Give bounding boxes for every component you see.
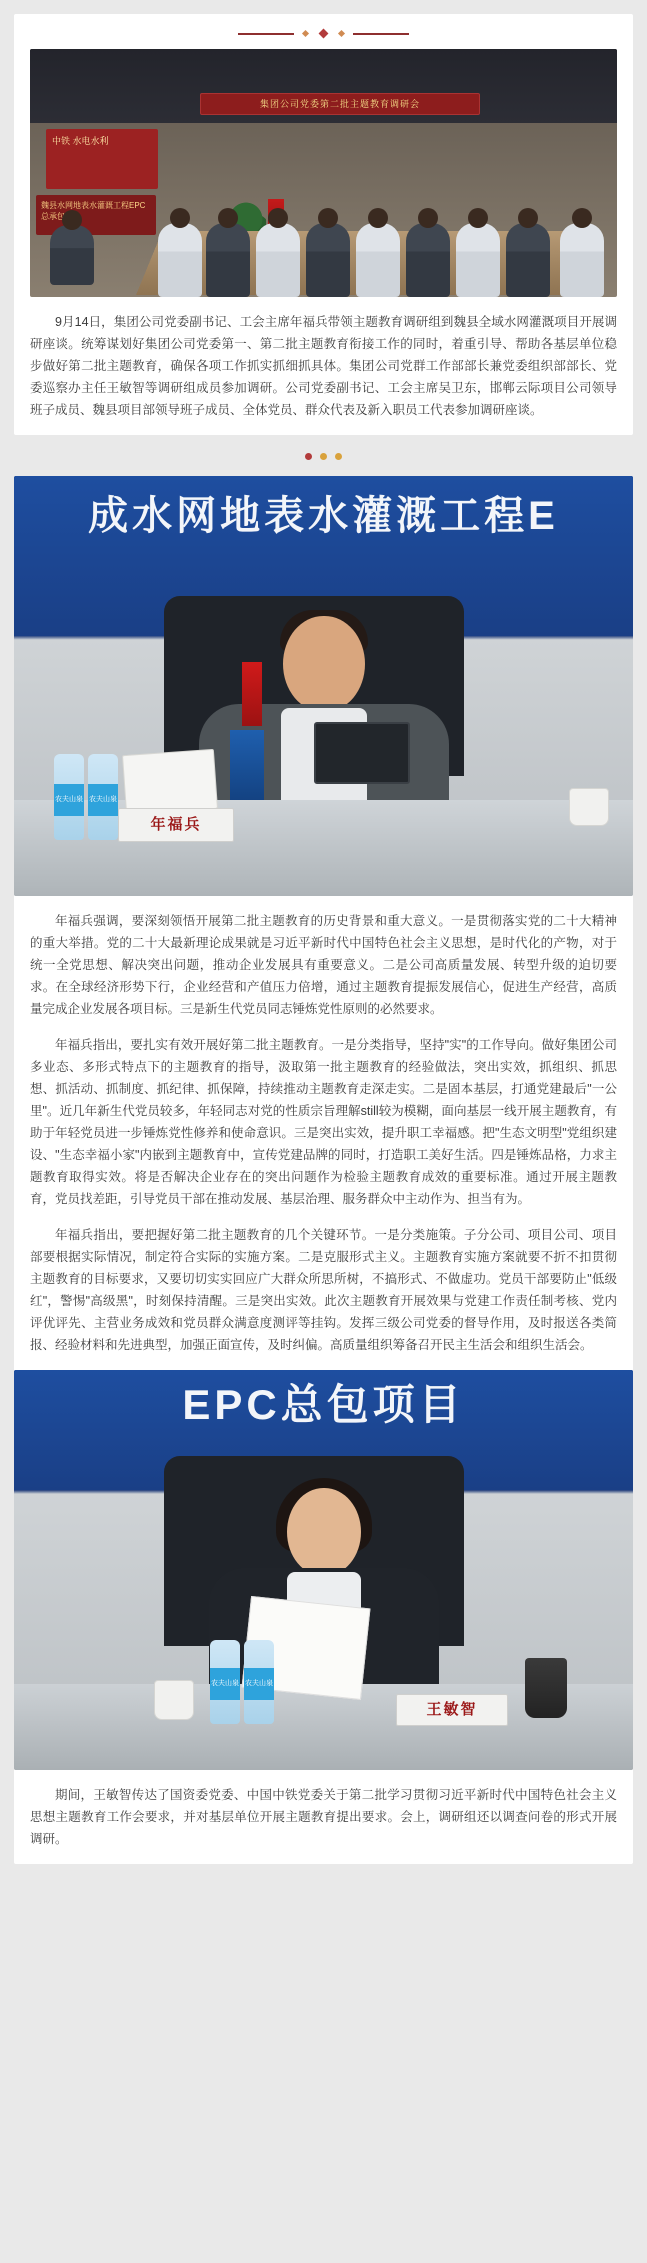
attendee bbox=[306, 223, 350, 297]
meeting-room-photo bbox=[30, 49, 617, 297]
nameplate-woman: 王敏智 bbox=[396, 1694, 508, 1726]
paragraph-implementation: 年福兵指出，要扎实有效开展好第二批主题教育。一是分类指导，坚持"实"的工作导向。做好集团公司多业态、多形式特点下的主题教育的指导，汲取第一批主题教育的经验做法，突出实效，抓组织、抓思想、抓活动、抓制度、抓纪律、抓保障，持续推动主题教育走深走实。二是固本基层，打通党建最后"一公里"。近几年新生代党员较多，年轻同志对党的性质宗旨理解still较为模糊，面向基层一线开展主题教育，有助于年轻党员进一步锤炼党性修养和使命意识。三是突出实效，提升职工幸福感。把"生态文明型"党组织建设、"生态幸福小家"内嵌到主题教育中，宣传党建品牌的同时，打造职工美好生活。四是锤炼品格，力求主题教育取得实效。将是否解决企业存在的突出问题作为检验主题教育成效的重要标准。通过开展主题教育，党员找差距，引导党员干部在推动发展、基层治理、服务群众中主动作为、担当有为。 bbox=[30, 1038, 617, 1206]
attendee bbox=[456, 223, 500, 297]
water-bottle bbox=[210, 1640, 240, 1724]
article-page bbox=[0, 14, 647, 1864]
backdrop-title-text: 成水网地表水灌溉工程E bbox=[88, 494, 559, 538]
participant-reading-photo bbox=[14, 1370, 633, 1770]
attendee bbox=[256, 223, 300, 297]
meeting-banner-text: 集团公司党委第二批主题教育调研会 bbox=[200, 93, 480, 115]
attendee bbox=[206, 223, 250, 297]
desk-notebook bbox=[122, 749, 218, 815]
divider-dot-2-icon bbox=[320, 453, 327, 460]
wall-sign-primary: 中铁 水电水利 bbox=[46, 129, 158, 189]
intro-paragraph: 9月14日，集团公司党委副书记、工会主席年福兵带领主题教育调研组到魏县全域水网灌溉项目开展调研座谈。统筹谋划好集团公司党委第一、第二批主题教育衔接工作的同时，着重引导、帮助各基层单位稳步做好第二批主题教育，确保各项工作抓实抓细抓具体。集团公司党群工作部部长兼党委组织部部长、党委巡察办主任王敏智等调研组成员参加调研。公司党委副书记、工会主席吴卫东，邯郸云际项目公司领导班子成员、魏县项目部领导班子成员、全体党员、群众代表及新入职员工代表参加调研座谈。 bbox=[30, 315, 617, 417]
attendee bbox=[158, 223, 202, 297]
person-head bbox=[287, 1488, 361, 1576]
ornament-divider bbox=[14, 14, 633, 49]
article-card-top bbox=[14, 14, 633, 435]
paragraph-closing: 期间，王敏智传达了国资委党委、中国中铁党委关于第二批学习贯彻习近平新时代中国特色社会主义思想主题教育工作会要求，并对基层单位开展主题教育提出要求。会上，调研组还以调查问卷的形式开展调研。 bbox=[30, 1788, 617, 1846]
ornament-left-line bbox=[238, 33, 294, 35]
bottle-label: 农夫山泉 bbox=[210, 1668, 240, 1700]
desk-cup bbox=[569, 788, 609, 826]
ornament-dot-left-icon bbox=[302, 30, 309, 37]
bottle-label: 农夫山泉 bbox=[54, 784, 84, 816]
nameplate-man: 年福兵 bbox=[118, 808, 234, 842]
bottle-label: 农夫山泉 bbox=[244, 1668, 274, 1700]
leader-speaking-photo bbox=[14, 476, 633, 896]
desk-tablet bbox=[314, 722, 410, 784]
ornament-diamond-icon bbox=[319, 29, 329, 39]
desk-blue-banner bbox=[230, 730, 264, 808]
attendee bbox=[50, 225, 94, 285]
paragraph-key-links: 年福兵指出，要把握好第二批主题教育的几个关键环节。一是分类施策。子分公司、项目公司、项目部要根据实际情况，制定符合实际的实施方案。二是克服形式主义。主题教育实施方案就要不折不扣贯彻主题教育的目标要求，又要切切实实回应广大群众所思所树，不搞形式、不做虚功。党员干部要防止"低级红"，警惕"高级黑"，时刻保持清醒。三是突出实效。此次主题教育开展效果与党建工作责任制考核、党内评优评先、主营业务成效和党员群众满意度测评等挂钩。发挥三级公司党委的督导作用，及时报送各类简报、经验材料和先进典型，加强正面宣传，及时纠偏。高质量组织筹备召开民主生活会和组织生活会。 bbox=[30, 1228, 617, 1352]
desk-cup bbox=[154, 1680, 194, 1720]
paragraph-significance: 年福兵强调，要深刻领悟开展第二批主题教育的历史背景和重大意义。一是贯彻落实党的二十大精神的重大举措。党的二十大最新理论成果就是习近平新时代中国特色社会主义思想，是时代化的产物，对于统一全党思想、解决突出问题，推动企业发展具有重要意义。二是公司高质量发展、转型升级的迫切要求。在全球经济形势下行，企业经营和产值压力倍增，通过主题教育提振发展信心，促进生产经营，高质量完成企业发展各项目标。三是新生代党员同志锤炼党性原则的必然要求。 bbox=[30, 914, 617, 1016]
attendee bbox=[406, 223, 450, 297]
desk-thermos bbox=[525, 1658, 567, 1718]
water-bottle bbox=[88, 754, 118, 840]
divider-dot-1-icon bbox=[305, 453, 312, 460]
backdrop-title-text: EPC总包项目 bbox=[182, 1381, 465, 1428]
ornament-right-line bbox=[353, 33, 409, 35]
water-bottle bbox=[244, 1640, 274, 1724]
water-bottle bbox=[54, 754, 84, 840]
wall-sign-secondary: 魏县水网地表水灌溉工程EPC总承包 bbox=[36, 195, 156, 235]
section-dot-divider bbox=[0, 449, 647, 476]
ornament-dot-right-icon bbox=[338, 30, 345, 37]
attendee bbox=[356, 223, 400, 297]
article-card-main bbox=[14, 476, 633, 1864]
desk-flag bbox=[242, 662, 262, 726]
divider-dot-3-icon bbox=[335, 453, 342, 460]
attendee bbox=[560, 223, 604, 297]
person-head bbox=[283, 616, 365, 712]
bottle-label: 农夫山泉 bbox=[88, 784, 118, 816]
attendee bbox=[506, 223, 550, 297]
